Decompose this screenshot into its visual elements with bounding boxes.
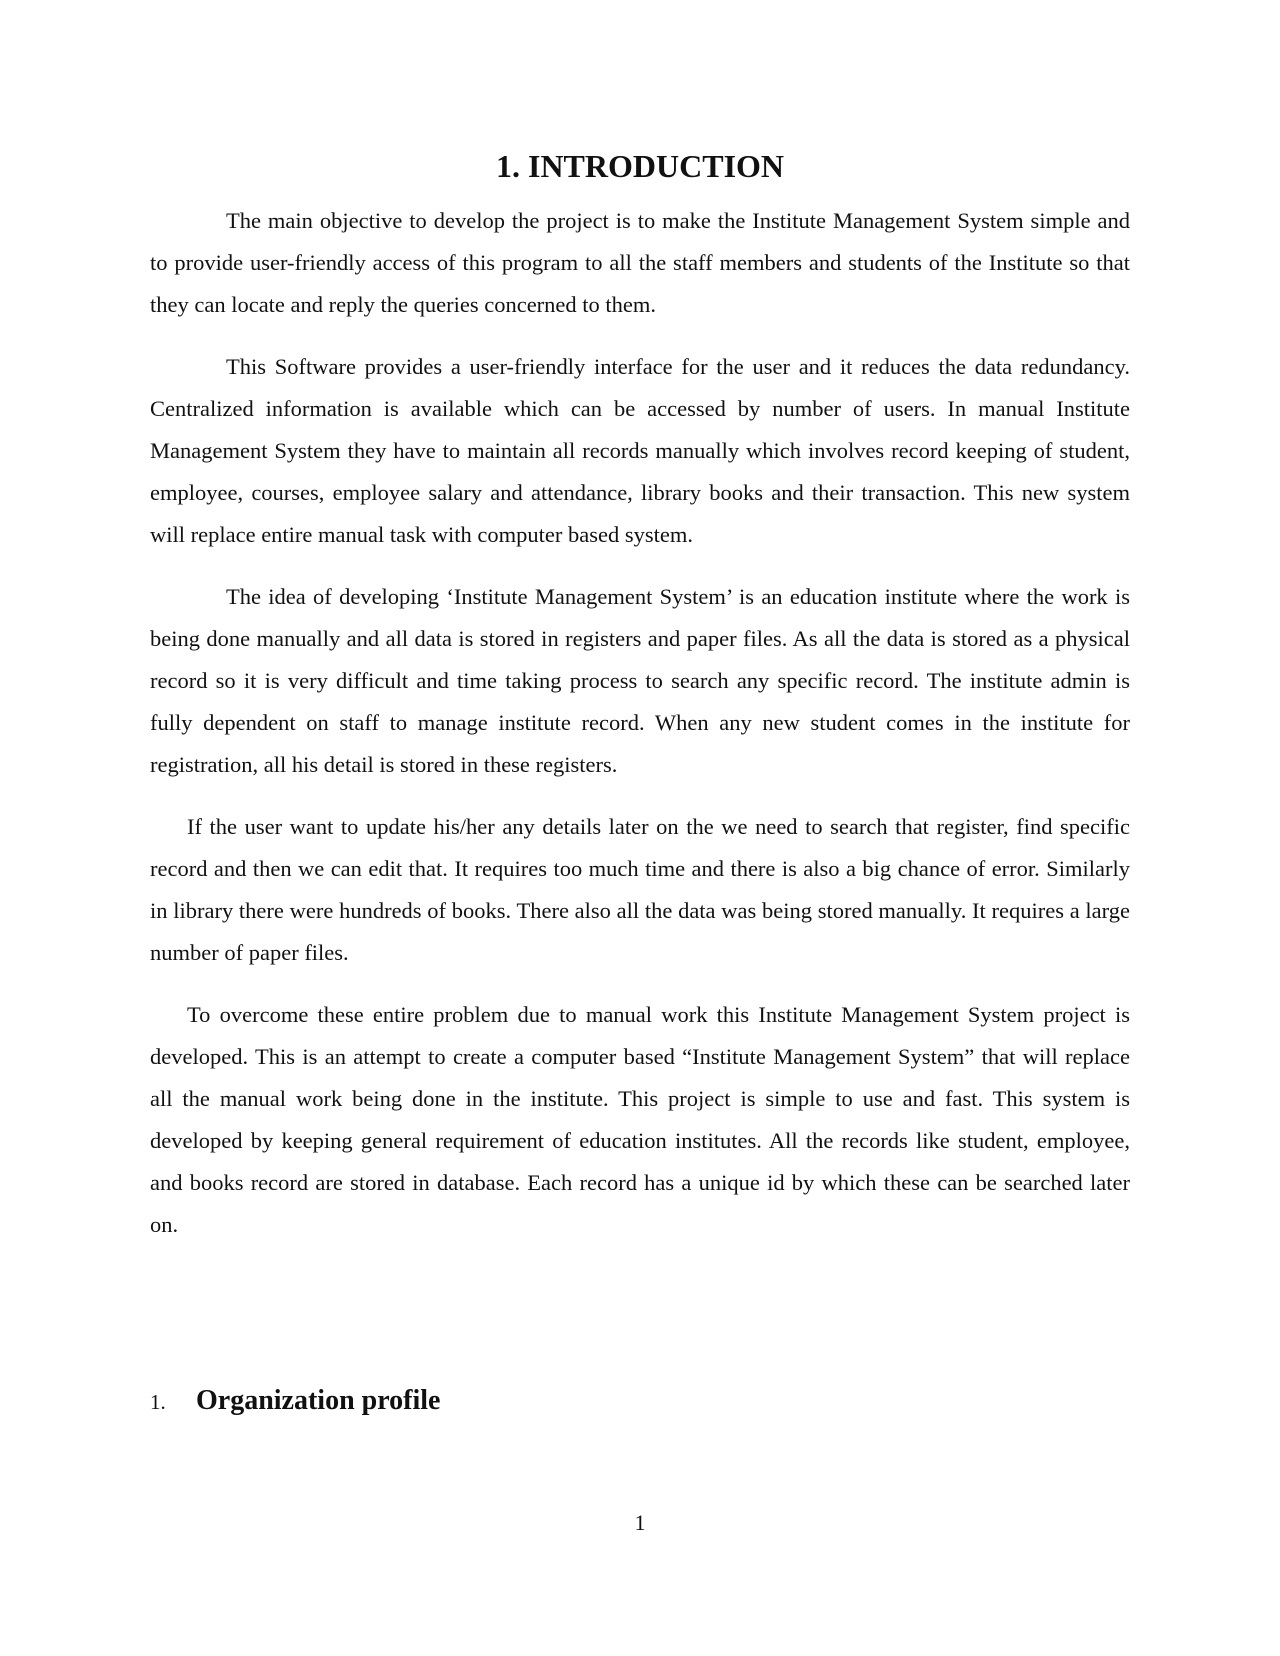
body-text: [150, 200, 1130, 1266]
section-title: Organization profile: [196, 1385, 441, 1416]
section-number: 1.: [150, 1390, 166, 1414]
section-heading: [150, 1385, 440, 1417]
paragraph-update: If the user want to update his/her any details later on the we need to search that register, find specific record and then we can edit that. It requires too much time and there is also a big chance of error. Similarly in library there were hundreds of books. There also all the data was being stored manually. It requires a large number of paper files.: [150, 814, 1130, 965]
paragraph-idea: The idea of developing ‘Institute Management System’ is an education institute where the work is being done manually and all data is stored in registers and paper files. As all the data is stored as a physical record so it is very difficult and time taking process to search any specific record. The institute admin is fully dependent on staff to manage institute record. When any new student comes in the institute for registration, all his detail is stored in these registers.: [150, 584, 1130, 777]
paragraph-software: This Software provides a user-friendly interface for the user and it reduces the data redundancy. Centralized information is available which can be accessed by number of users. In manual Institute Management System they have to maintain all records manually which involves record keeping of student, employee, courses, employee salary and attendance, library books and their transaction. This new system will replace entire manual task with computer based system.: [150, 354, 1130, 547]
paragraph-overcome: To overcome these entire problem due to manual work this Institute Management System project is developed. This is an attempt to create a computer based “Institute Management System” that will replace all the manual work being done in the institute. This project is simple to use and fast. This system is developed by keeping general requirement of education institutes. All the records like student, employee, and books record are stored in database. Each record has a unique id by which these can be searched later on.: [150, 1002, 1130, 1237]
paragraph-objective: The main objective to develop the project is to make the Institute Management System simple and to provide user-friendly access of this program to all the staff members and students of the Institute so that they can locate and reply the queries concerned to them.: [150, 208, 1130, 317]
page-title: 1. INTRODUCTION: [495, 148, 785, 184]
page-number: 1: [634, 1510, 646, 1535]
